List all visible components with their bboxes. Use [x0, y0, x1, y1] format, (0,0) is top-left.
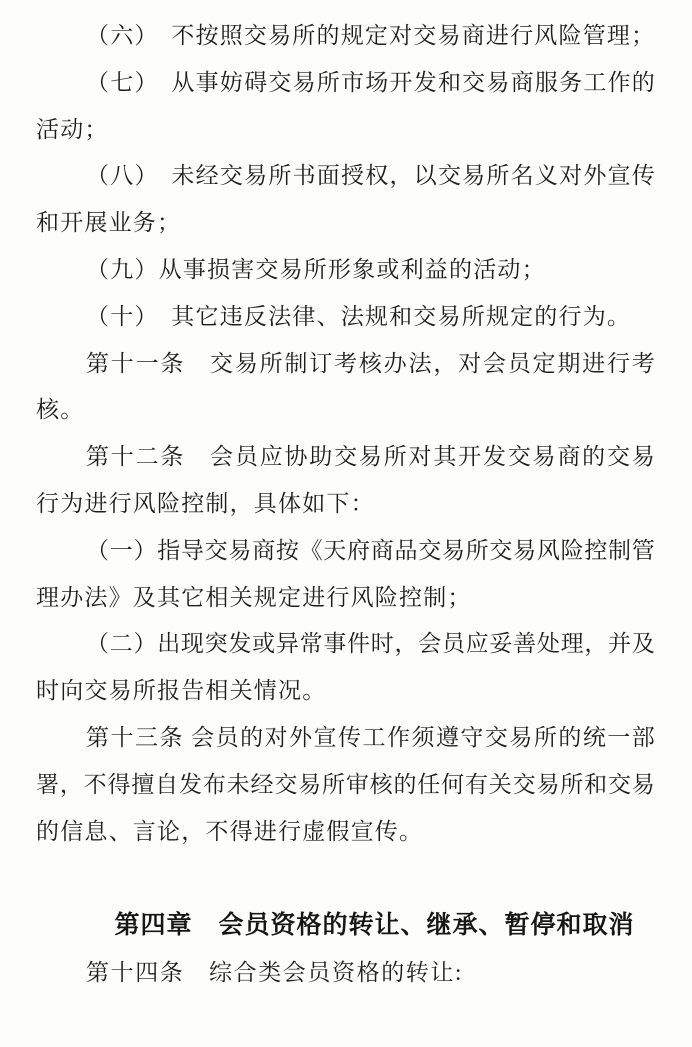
- closing-line: 第十四条 综合类会员资格的转让:: [86, 960, 463, 986]
- text-line: （九）从事损害交易所形象或利益的活动；: [86, 256, 546, 282]
- text-line: 活动；: [36, 116, 109, 142]
- text-line: （六） 不按照交易所的规定对交易商进行风险管理；: [86, 23, 656, 48]
- text-line: 行为进行风险控制，具体如下：: [36, 490, 375, 516]
- document-body: [36, 13, 655, 855]
- text-line: 的信息、言论，不得进行虚假宣传。: [36, 818, 424, 844]
- text-line: 第十三条 会员的对外宣传工作须遵守交易所的统一部: [86, 724, 655, 750]
- text-line: 核。: [36, 397, 85, 423]
- text-line: （八） 未经交易所书面授权，以交易所名义对外宣传: [86, 163, 655, 189]
- text-line: 署，不得擅自发布未经交易所审核的任何有关交易所和交易: [36, 771, 655, 797]
- text-line: （一）指导交易商按《天府商品交易所交易风险控制管: [86, 537, 655, 563]
- chapter-heading: 第四章 会员资格的转让、继承、暂停和取消: [114, 911, 635, 940]
- text-line: 第十一条 交易所制订考核办法，对会员定期进行考: [86, 350, 655, 376]
- text-line: （二）出现突发或异常事件时，会员应妥善处理，并及: [86, 631, 655, 657]
- text-line: （七） 从事妨碍交易所市场开发和交易商服务工作的: [86, 69, 655, 95]
- text-line: 时向交易所报告相关情况。: [36, 678, 327, 704]
- text-line: 第十二条 会员应协助交易所对其开发交易商的交易: [86, 444, 655, 470]
- text-line: 和开展业务；: [36, 210, 182, 236]
- text-line: 理办法》及其它相关规定进行风险控制；: [36, 584, 472, 610]
- text-line: （十） 其它违反法律、法规和交易所规定的行为。: [86, 303, 632, 329]
